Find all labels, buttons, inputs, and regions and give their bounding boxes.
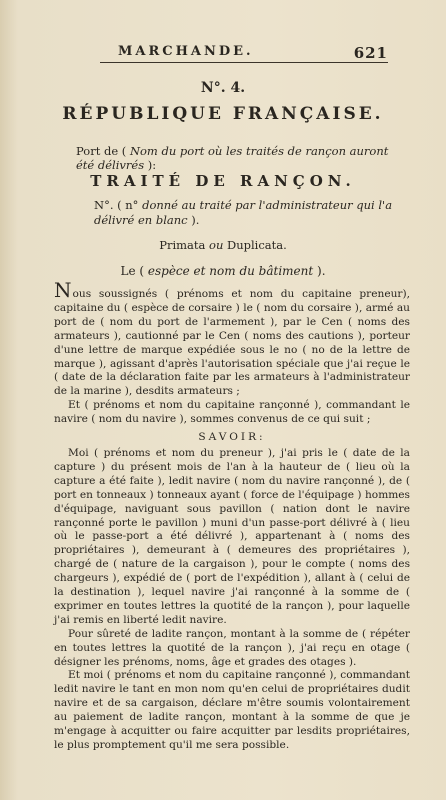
vessel-line xyxy=(0,264,446,278)
republic-heading: RÉPUBLIQUE FRANÇAISE. xyxy=(62,104,384,124)
port-prefix: Port de ( xyxy=(76,144,130,158)
paragraph-5: Et moi ( prénoms et nom du capitaine rançonné ), commandant ledit navire le tant en mon nom qu'en celui de propriétaires dudit navire et de sa cargaison, déclare m'être soumis volontairement au paiement de ladite rançon, montant à la somme de que je m'engage à acquitter ou faire acquitter par lesdits propriétaires, le plus promptement qu'il me sera possible. xyxy=(54,669,410,751)
paragraph-1 xyxy=(54,278,410,399)
treaty-title: TRAITÉ DE RANÇON. xyxy=(90,172,356,190)
vessel-italic: espèce et nom du bâtiment xyxy=(147,264,314,278)
paragraph-3: Moi ( prénoms et nom du preneur ), j'ai pris le ( date de la capture ) du présent mois de l'an à la hauteur de ( lieu où la capture a été faite ), ledit navire ( nom du navire rançonné ), de ( port en tonneaux ) tonneaux ayant ( force de l'équipage ) hommes d'équipage, naviguant sous pavillon ( nation dont le navire rançonné porte le pavillon ) muni d'un passe-port délivré à ( lieu où le passe-port a été délivré ), appartenant à ( noms des propriétaires ), demeurant à ( demeures des propriétaires ), chargé de ( nature de la cargaison ), pour le compte ( noms des chargeurs ), expédié de ( port de l'expédition ), allant à ( celui de la destination ), lequel navire j'ai rançonné à la somme de ( exprimer en toutes lettres la quotité de la rançon ), pour laquelle j'ai remis en liberté ledit navire. xyxy=(54,446,410,626)
paragraph-2: Et ( prénoms et nom du capitaine rançonné ), commandant le navire ( nom du navire ), sommes convenus de ce qui suit ; xyxy=(54,399,410,426)
vessel-suffix: ). xyxy=(313,264,326,278)
primata-suffix: Duplicata. xyxy=(223,238,287,252)
number-line xyxy=(94,198,406,228)
port-suffix: ): xyxy=(144,158,157,172)
header-rule xyxy=(100,62,388,63)
body-text xyxy=(54,278,410,753)
running-title: MARCHANDE. xyxy=(118,44,254,59)
port-italic: Nom du port où les traités de rançon auront été délivrés xyxy=(76,144,389,172)
primata-prefix: Primata xyxy=(159,238,210,252)
vessel-prefix: Le ( xyxy=(120,264,148,278)
drop-cap: N xyxy=(54,278,73,302)
port-line xyxy=(76,144,406,172)
primata-line xyxy=(0,238,446,252)
primata-ou: ou xyxy=(209,238,224,252)
number-prefix: N°. ( n° xyxy=(94,198,143,212)
paragraph-4: Pour sûreté de ladite rançon, montant à la somme de ( répéter en toutes lettres la quotité de la rançon ), j'ai reçu en otage ( désigner les prénoms, noms, âge et grades des otages ). xyxy=(54,627,410,668)
number-suffix: ). xyxy=(187,213,200,227)
form-number: N°. 4. xyxy=(200,80,246,96)
paragraph-1-text: ous soussignés ( prénoms et nom du capitaine preneur), capitaine du ( espèce de corsaire ) le ( nom du corsaire ), armé au port de ( nom du port de l'armement ), par le Cen ( noms des armateurs ), cautionné par le Cen ( noms des cautions ), porteur d'une lettre de marque expédiée sous le no ( no de la lettre de marque ), agissant d'après l'autorisation spéciale que j'ai reçue le ( date de la déclaration faite par les armateurs à l'administrateur de la marine ), desdits armateurs ; xyxy=(54,288,410,398)
savoir-heading: SAVOIR: xyxy=(198,431,266,444)
page-number: 621 xyxy=(353,44,388,62)
number-italic: donné au traité par l'administrateur qui l'a délivré en blanc xyxy=(94,198,393,227)
